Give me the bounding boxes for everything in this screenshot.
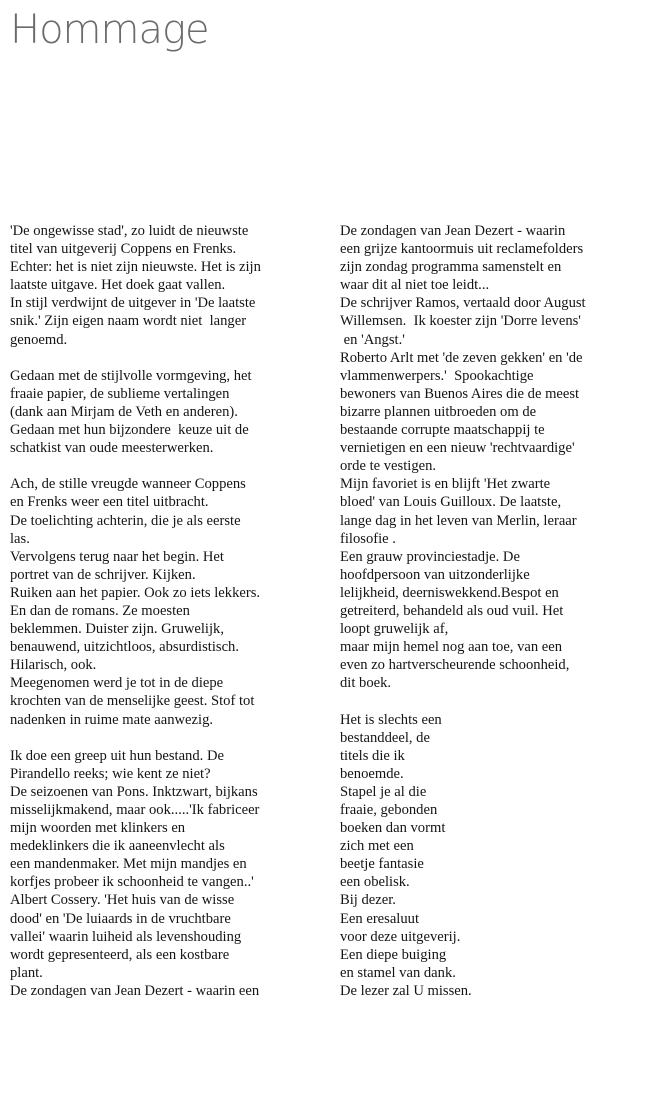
text-line: De seizoenen van Pons. Inktzwart, bijkans xyxy=(10,783,258,800)
text-line: even zo hartverscheurende schoonheid, xyxy=(340,657,570,674)
text-line: Ruiken aan het papier. Ook zo iets lekkers. xyxy=(10,584,261,601)
text-line: een mandenmaker. Met mijn mandjes en xyxy=(10,856,247,873)
text-line: vlammenwerpers.' Spookachtige xyxy=(340,367,534,384)
text-line: en stamel van dank. xyxy=(340,964,456,981)
text-line: Hilarisch, ook. xyxy=(10,657,97,674)
text-paragraph xyxy=(10,222,330,349)
text-line: en 'Angst.' xyxy=(340,331,405,348)
text-line: benoemde. xyxy=(340,765,404,782)
text-line: De zondagen van Jean Dezert - waarin een xyxy=(10,982,260,999)
text-line: titels die ik xyxy=(340,747,405,764)
text-line: boeken dan vormt xyxy=(340,820,446,837)
text-line: bewoners van Buenos Aires die de meest xyxy=(340,385,580,402)
text-line: loopt gruwelijk af, xyxy=(340,621,449,638)
text-paragraph xyxy=(10,367,330,457)
text-line: bloed' van Louis Guilloux. De laatste, xyxy=(340,494,562,511)
right-text-column xyxy=(340,222,656,1000)
text-line: zijn zondag programma samenstelt en xyxy=(340,259,562,276)
text-line: krochten van de menselijke geest. Stof tot xyxy=(10,693,255,710)
text-line: portret van de schrijver. Kijken. xyxy=(10,566,196,583)
text-line: vallei' waarin luiheid als levenshouding xyxy=(10,928,242,945)
text-line: beklemmen. Duister zijn. Gruwelijk, xyxy=(10,621,224,638)
text-line: vernietigen en een nieuw 'rechtvaardige' xyxy=(340,440,575,457)
text-line: Echter: het is niet zijn nieuwste. Het is zijn xyxy=(10,259,261,276)
text-paragraph xyxy=(10,475,330,728)
text-line: plant. xyxy=(10,964,43,981)
text-line: filosofie . xyxy=(340,530,396,547)
text-line: fraaie, gebonden xyxy=(340,802,438,818)
text-line: hoofdpersoon van uitzonderlijke xyxy=(340,566,530,583)
text-line: Het is slechts een xyxy=(340,711,442,728)
text-line: fraaie papier, de sublieme vertalingen xyxy=(10,385,230,402)
text-line: misselijkmakend, maar ook.....'Ik fabriceer xyxy=(10,802,260,818)
text-line: De toelichting achterin, die je als eerste xyxy=(10,512,241,529)
text-line: laatste uitgave. Het doek gaat vallen. xyxy=(10,277,226,294)
text-line: En dan de romans. Ze moesten xyxy=(10,602,190,619)
text-line: maar mijn hemel nog aan toe, van een xyxy=(340,639,563,656)
text-line: Willemsen. Ik koester zijn 'Dorre levens' xyxy=(340,313,581,330)
text-line: dit boek. xyxy=(340,675,392,692)
text-line: mijn woorden met klinkers en xyxy=(10,820,186,837)
text-line: orde te vestigen. xyxy=(340,458,437,475)
text-line: voor deze uitgeverij. xyxy=(340,928,461,945)
text-line: Een grauw provinciestadje. De xyxy=(340,548,520,565)
text-line: bestaande corrupte maatschappij te xyxy=(340,422,545,439)
text-line: getreiterd, behandeld als oud vuil. Het xyxy=(340,602,564,619)
text-line: Vervolgens terug naar het begin. Het xyxy=(10,548,224,565)
text-line: Gedaan met de stijlvolle vormgeving, het xyxy=(10,367,252,384)
text-line: Ik doe een greep uit hun bestand. De xyxy=(10,747,224,764)
text-line: en Frenks weer een titel uitbracht. xyxy=(10,494,209,511)
text-line: De lezer zal U missen. xyxy=(340,982,472,999)
text-line: beetje fantasie xyxy=(340,856,424,873)
text-line: bestanddeel, de xyxy=(340,729,430,746)
text-line: zich met een xyxy=(340,838,414,855)
text-line: lelijkheid, deerniswekkend.Bespot en xyxy=(340,584,559,601)
text-paragraph xyxy=(340,711,656,1001)
text-line: Gedaan met hun bijzondere keuze uit de xyxy=(10,422,249,439)
text-line: Bij dezer. xyxy=(340,892,396,909)
text-line: waar dit al niet toe leidt... xyxy=(340,277,490,294)
text-line: Meegenomen werd je tot in de diepe xyxy=(10,675,224,692)
left-text-column xyxy=(10,222,330,1000)
text-line: dood' en 'De luiaards in de vruchtbare xyxy=(10,910,231,927)
text-line: Roberto Arlt met 'de zeven gekken' en 'de xyxy=(340,349,583,366)
text-paragraph xyxy=(10,747,330,1000)
text-line: Een eresaluut xyxy=(340,910,420,927)
text-line: snik.' Zijn eigen naam wordt niet langer xyxy=(10,313,247,330)
text-line: titel van uitgeverij Coppens en Frenks. xyxy=(10,241,237,258)
text-line: bizarre plannen uitbroeden om de xyxy=(340,403,537,420)
text-line: medeklinkers die ik aaneenvlecht als xyxy=(10,838,225,855)
text-line: korfjes probeer ik schoonheid te vangen..' xyxy=(10,874,254,891)
text-line: wordt gepresenteerd, als een kostbare xyxy=(10,946,230,963)
text-line: (dank aan Mirjam de Veth en anderen). xyxy=(10,403,238,420)
text-line: Albert Cossery. 'Het huis van de wisse xyxy=(10,892,235,909)
text-line: Een diepe buiging xyxy=(340,946,447,963)
text-line: De zondagen van Jean Dezert - waarin xyxy=(340,223,566,239)
text-line: een obelisk. xyxy=(340,874,410,891)
text-line: lange dag in het leven van Merlin, leraar xyxy=(340,512,577,529)
text-line: benauwend, uitzichtloos, absurdistisch. xyxy=(10,639,239,656)
text-line: In stijl verdwijnt de uitgever in 'De laatste xyxy=(10,295,256,312)
text-line: Pirandello reeks; wie kent ze niet? xyxy=(10,765,211,782)
text-paragraph xyxy=(340,222,656,692)
text-line: genoemd. xyxy=(10,331,68,348)
text-line: schatkist van oude meesterwerken. xyxy=(10,440,214,457)
text-line: nadenken in ruime mate aanwezig. xyxy=(10,711,214,728)
text-line: Ach, de stille vreugde wanneer Coppens xyxy=(10,476,246,493)
text-line: 'De ongewisse stad', zo luidt de nieuwste xyxy=(10,223,249,239)
text-line: Mijn favoriet is en blijft 'Het zwarte xyxy=(340,476,551,493)
text-line: las. xyxy=(10,530,30,547)
text-line: een grijze kantoormuis uit reclamefolders xyxy=(340,241,584,258)
page-title: Hommage xyxy=(10,7,209,53)
text-line: Stapel je al die xyxy=(340,783,427,800)
text-line: De schrijver Ramos, vertaald door August xyxy=(340,295,586,312)
